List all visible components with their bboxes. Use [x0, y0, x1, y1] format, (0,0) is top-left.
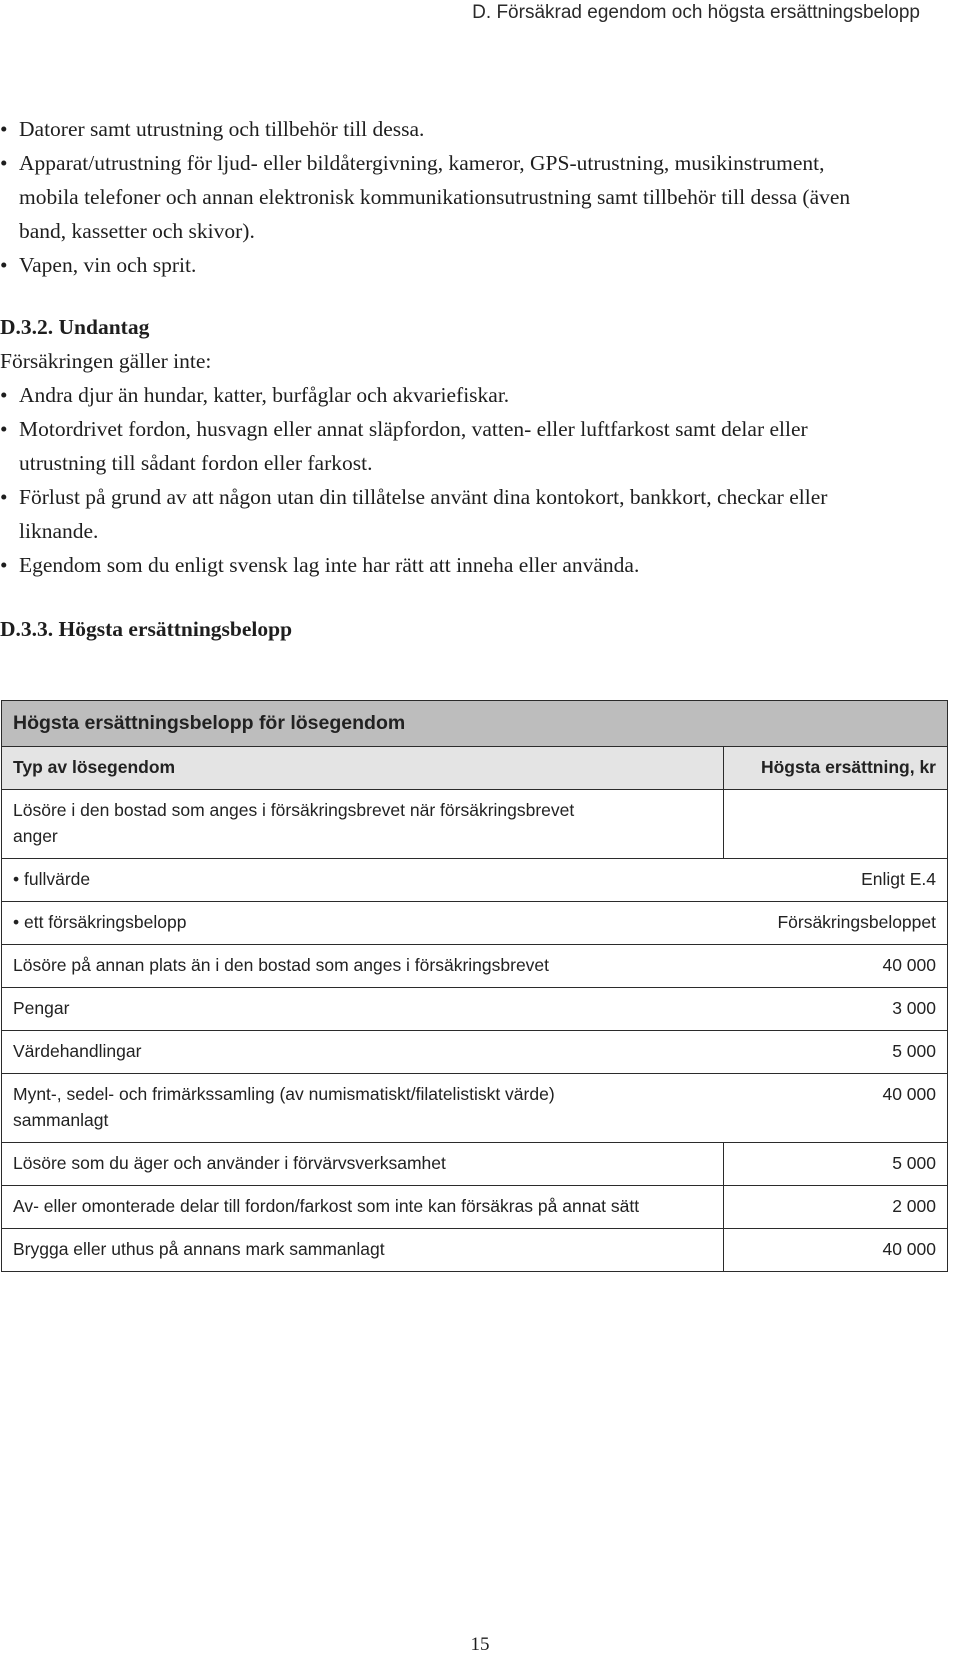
- table-header-row: [2, 747, 948, 790]
- table-cell-amount: [723, 790, 948, 859]
- table-row: [2, 945, 948, 988]
- section-intro: Försäkringen gäller inte:: [0, 349, 212, 373]
- list-item: • Apparat/utrustning för ljud- eller bildåtergivning, kameror, GPS-utrustning, musikinstrument, mobila telefoner och annan elektronisk kommunikationsutrustning samt tillbehör till dessa (även band, kassetter och skivor).: [0, 146, 900, 248]
- table-cell-amount: 40 000: [723, 945, 948, 988]
- table-cell-type: • fullvärde: [2, 859, 724, 902]
- column-header-type: Typ av lösegendom: [2, 747, 724, 790]
- section-heading-undantag: D.3.2. Undantag: [0, 315, 150, 339]
- exclusions-list: [0, 378, 900, 582]
- table-row: [2, 1229, 948, 1272]
- table-row: [2, 902, 948, 945]
- section-heading-hogsta: D.3.3. Högsta ersättningsbelopp: [0, 617, 293, 641]
- table-row: [2, 790, 948, 859]
- page-number: 15: [470, 1634, 490, 1655]
- table-row: [2, 1031, 948, 1074]
- list-item: • Motordrivet fordon, husvagn eller annat släpfordon, vatten- eller luftfarkost samt delar eller utrustning till sådant fordon eller farkost.: [0, 412, 900, 480]
- table-row: [2, 1143, 948, 1186]
- table-cell-amount: 5 000: [723, 1143, 948, 1186]
- table-cell-type: Lösöre i den bostad som anges i försäkringsbrevet när försäkringsbrevet anger: [2, 790, 724, 859]
- table-row: [2, 1186, 948, 1229]
- running-header: D. Försäkrad egendom och högsta ersättningsbelopp: [472, 2, 920, 23]
- table-cell-type: Värdehandlingar: [2, 1031, 724, 1074]
- list-item: • Andra djur än hundar, katter, burfåglar och akvariefiskar.: [0, 378, 900, 412]
- table-title: Högsta ersättningsbelopp för lösegendom: [2, 701, 948, 747]
- list-item: • Egendom som du enligt svensk lag inte har rätt att inneha eller använda.: [0, 548, 900, 582]
- table-title-row: [2, 701, 948, 747]
- list-item: • Vapen, vin och sprit.: [0, 248, 900, 282]
- column-header-amount: Högsta ersättning, kr: [723, 747, 948, 790]
- table-row: [2, 1074, 948, 1143]
- table-cell-type: • ett försäkringsbelopp: [2, 902, 724, 945]
- table-cell-type: Mynt-, sedel- och frimärkssamling (av numismatiskt/filatelistiskt värde) sammanlagt: [2, 1074, 724, 1143]
- table-cell-amount: 5 000: [723, 1031, 948, 1074]
- table-cell-amount: Försäkringsbeloppet: [723, 902, 948, 945]
- table-cell-type: Av- eller omonterade delar till fordon/farkost som inte kan försäkras på annat sätt: [2, 1186, 724, 1229]
- table-row: [2, 859, 948, 902]
- table-cell-type: Brygga eller uthus på annans mark sammanlagt: [2, 1229, 724, 1272]
- list-item: • Datorer samt utrustning och tillbehör till dessa.: [0, 112, 900, 146]
- table-cell-type: Lösöre på annan plats än i den bostad som anges i försäkringsbrevet: [2, 945, 724, 988]
- table-row: [2, 988, 948, 1031]
- table-cell-amount: Enligt E.4: [723, 859, 948, 902]
- max-compensation-table: [1, 700, 948, 1272]
- table-cell-amount: 40 000: [723, 1074, 948, 1143]
- body-text: [0, 112, 900, 646]
- table-cell-amount: 3 000: [723, 988, 948, 1031]
- table-cell-amount: 40 000: [723, 1229, 948, 1272]
- table-cell-type: Lösöre som du äger och använder i förvärvsverksamhet: [2, 1143, 724, 1186]
- list-item: • Förlust på grund av att någon utan din tillåtelse använt dina kontokort, bankkort, checkar eller liknande.: [0, 480, 900, 548]
- table-cell-amount: 2 000: [723, 1186, 948, 1229]
- table-cell-type: Pengar: [2, 988, 724, 1031]
- covered-items-list: [0, 112, 900, 282]
